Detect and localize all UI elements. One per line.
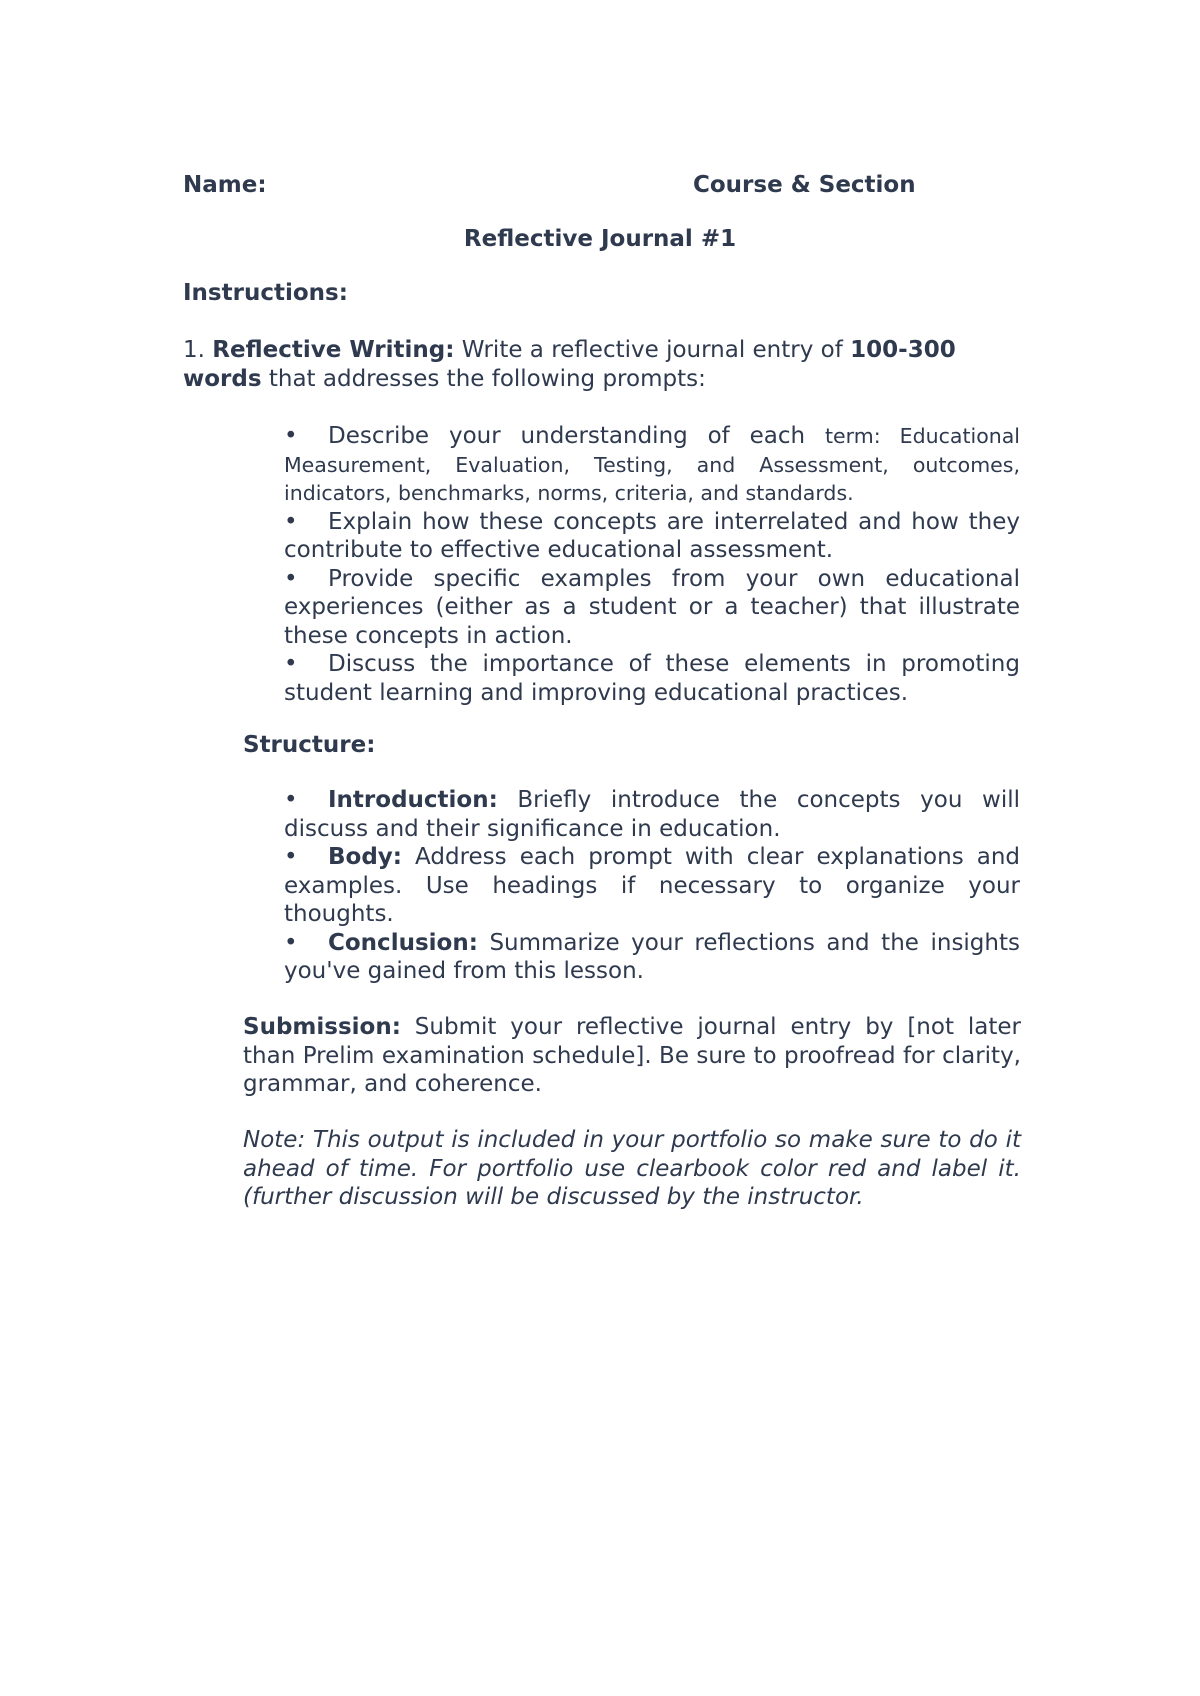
reflective-writing-label: Reflective Writing:	[212, 337, 455, 363]
prompt-text: Describe your understanding of each	[328, 423, 825, 449]
list-item	[284, 786, 1020, 843]
bullet-icon: •	[284, 929, 298, 956]
journal-title: Reflective Journal #1	[463, 226, 737, 252]
name-label: Name:	[183, 172, 267, 198]
prompts-list	[284, 422, 1020, 707]
bullet-icon: •	[284, 651, 298, 677]
structure-list	[284, 786, 1020, 986]
prompt-text: Explain how these concepts are interrelated and how they contribute to effective educational assessment.	[284, 508, 1020, 563]
item-number: 1.	[183, 337, 205, 363]
structure-item-label: Body:	[328, 844, 402, 870]
prompt-text: Provide specific examples from your own educational experiences (either as a student or a teacher) that illustrate these concepts in action.	[284, 565, 1020, 649]
structure-item-label: Conclusion:	[328, 929, 478, 956]
prompt-terms-text: term: Educational Measurement, Evaluation, Testing, and Assessment, outcomes, indicators, benchmarks, norms, criteria, and standards.	[284, 424, 1020, 505]
list-item	[284, 422, 1020, 508]
instructions-heading: Instructions:	[183, 280, 348, 306]
note-paragraph: Note: This output is included in your portfolio so make sure to do it ahead of time. For portfolio use clearbook color red and label it. (further discussion will be discussed by the instructor.	[243, 1127, 1021, 1210]
bullet-icon: •	[284, 423, 298, 449]
reflective-writing-text-after: that addresses the following prompts:	[261, 365, 706, 392]
header-row	[183, 168, 1023, 202]
bullet-icon: •	[284, 565, 298, 592]
bullet-icon: •	[284, 787, 298, 813]
bullet-icon: •	[284, 844, 298, 870]
structure-item-text: Address each prompt with clear explanations and examples. Use headings if necessary to organize your thoughts.	[284, 844, 1020, 927]
structure-item-text: Briefly introduce the concepts you will discuss and their significance in education.	[284, 787, 1020, 842]
submission-paragraph	[243, 1013, 1021, 1099]
course-section-label: Course & Section	[693, 172, 916, 198]
structure-item-label: Introduction:	[328, 787, 498, 813]
list-item	[284, 929, 1020, 986]
structure-item-text: Summarize your reflections and the insights you've gained from this lesson.	[284, 929, 1020, 984]
bullet-icon: •	[284, 508, 298, 535]
structure-heading: Structure:	[243, 732, 376, 758]
reflective-writing-text-before: Write a reflective journal entry of	[454, 337, 851, 363]
prompt-text: Discuss the importance of these elements in promoting student learning and improving educational practices.	[284, 651, 1020, 706]
list-item	[284, 508, 1020, 565]
submission-label: Submission:	[243, 1014, 401, 1040]
list-item	[284, 650, 1020, 707]
word-range: 100-300 words	[183, 337, 956, 392]
list-item	[284, 565, 1020, 651]
reflective-writing-paragraph	[183, 336, 1023, 393]
submission-text: Submit your reflective journal entry by [not later than Prelim examination schedule]. Be sure to proofread for clarity, grammar, and coherence.	[243, 1014, 1021, 1097]
list-item	[284, 843, 1020, 929]
